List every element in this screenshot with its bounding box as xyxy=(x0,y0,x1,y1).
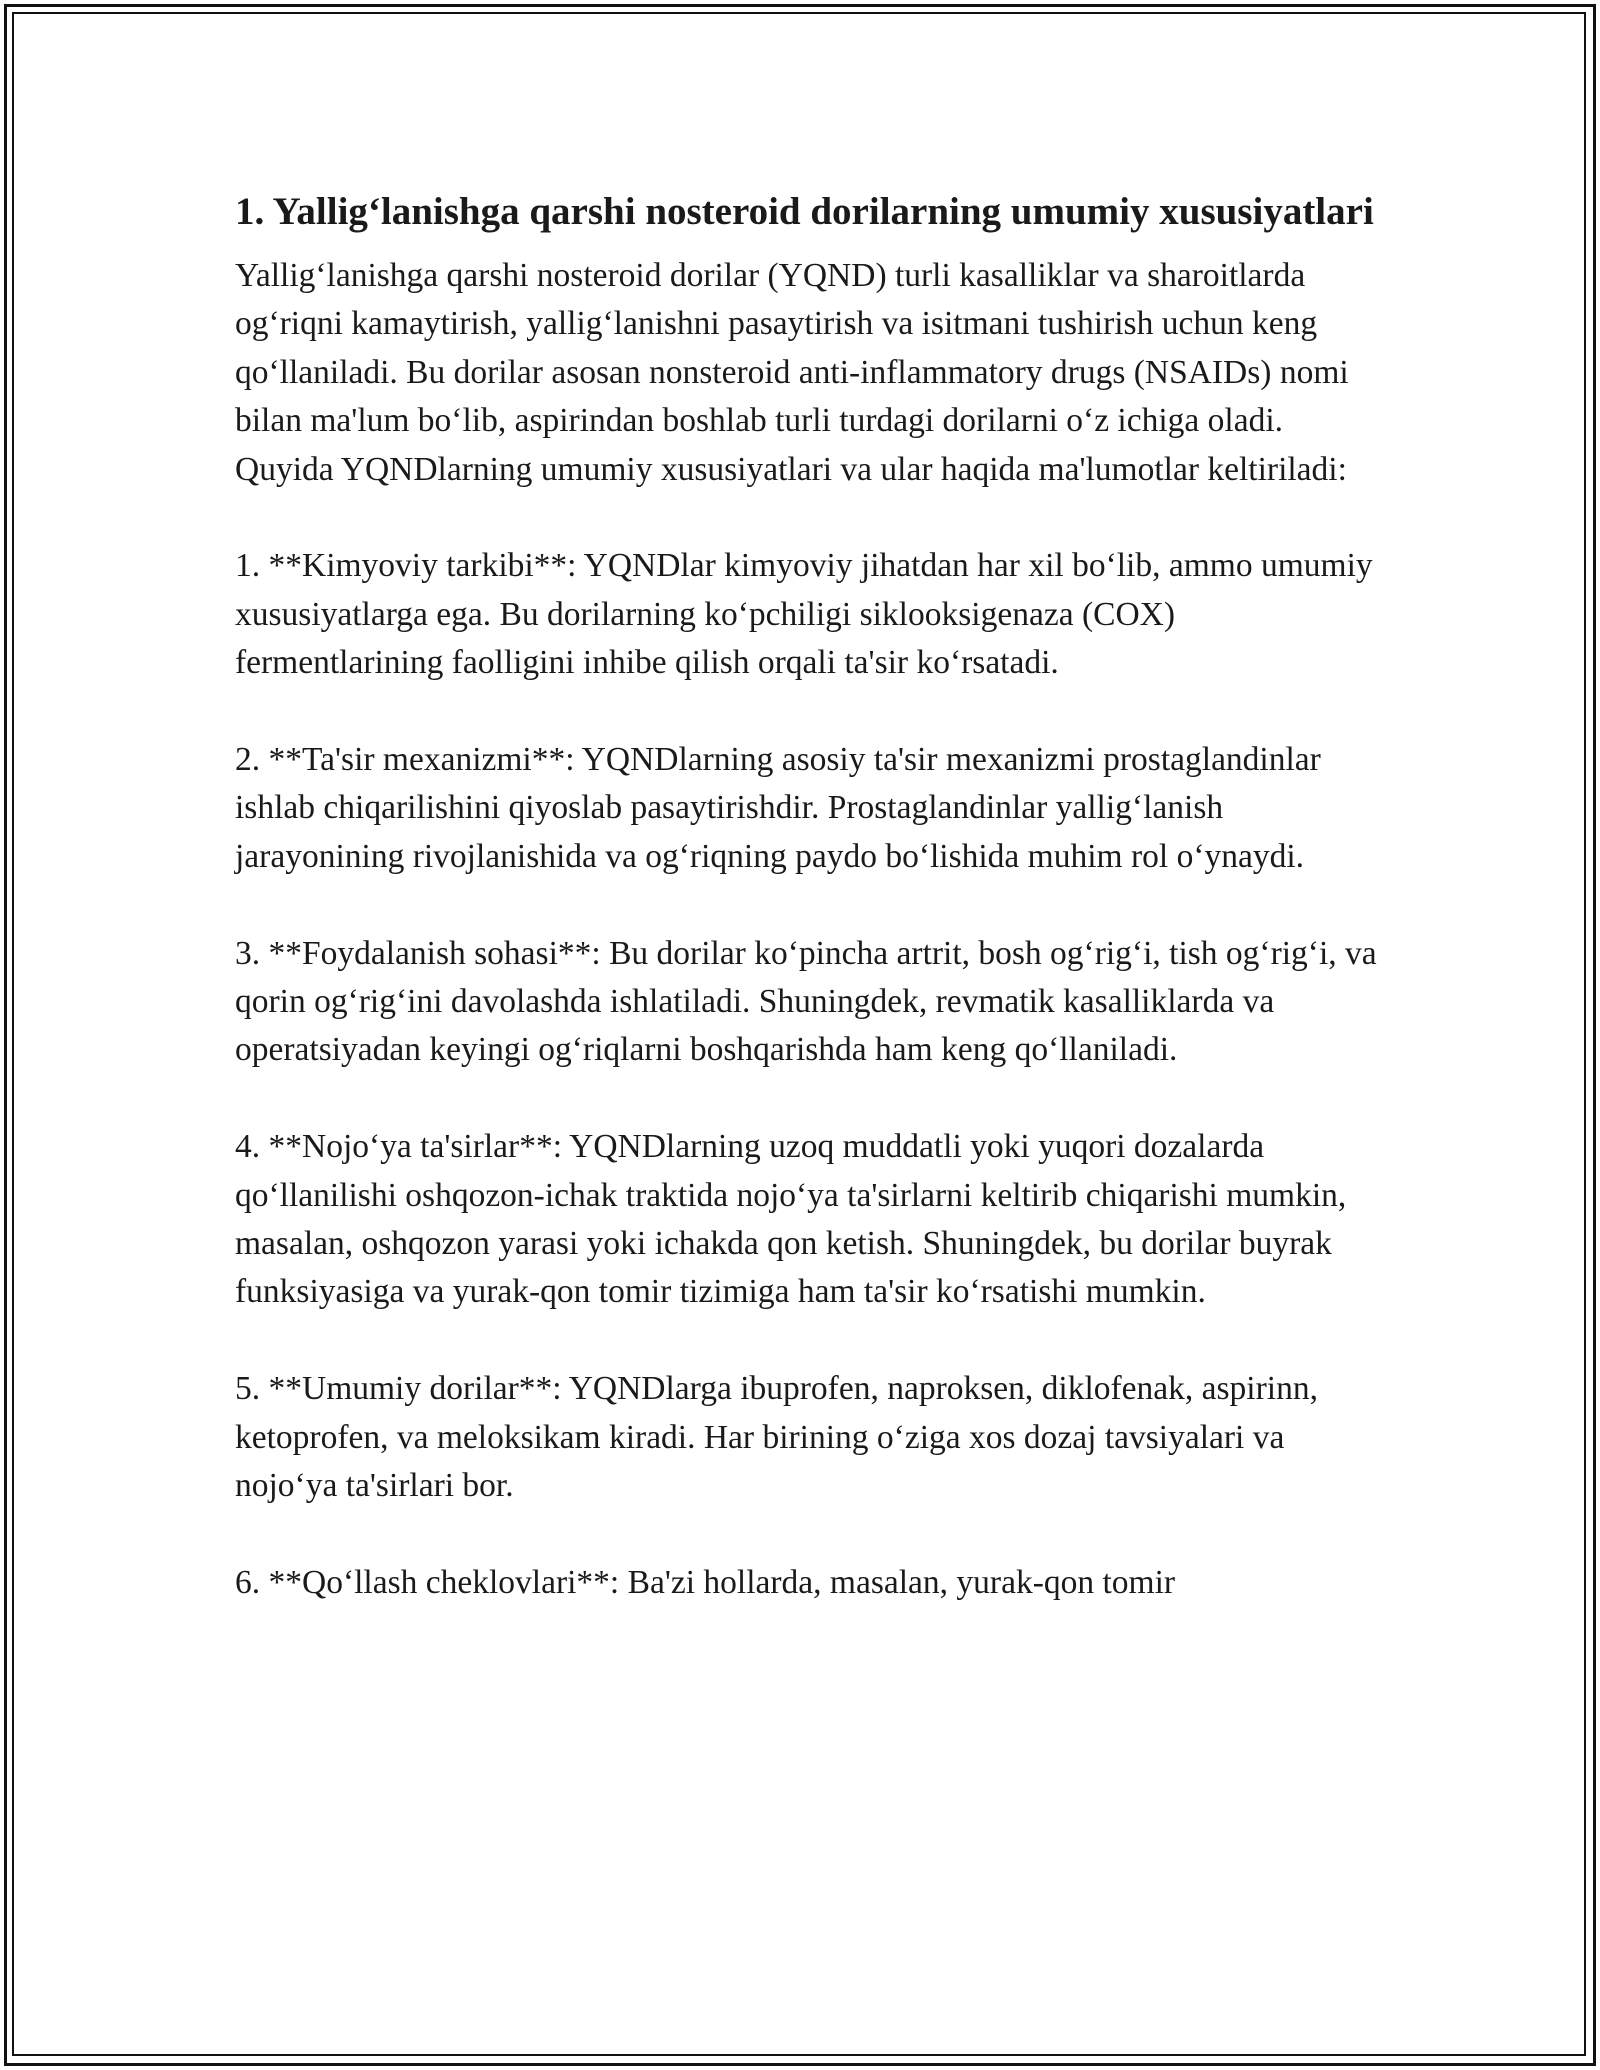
list-item-mechanism-of-action: 2. **Ta'sir mexanizmi**: YQNDlarning asosiy ta'sir mexanizmi prostaglandinlar ishlab chiqarilishini qiyoslab pasaytirishdir. Prostaglandinlar yallig‘lanish jarayonining rivojlanishida va og‘riqning paydo bo‘lishida muhim rol o‘ynaydi. xyxy=(235,741,1321,875)
list-item-side-effects: 4. **Nojo‘ya ta'sirlar**: YQNDlarning uzoq muddatli yoki yuqori dozalarda qo‘llanilishi oshqozon-ichak traktida nojo‘ya ta'sirlarni keltirib chiqarishi mumkin, masalan, oshqozon yarasi yoki ichakda qon ketish. Shuningdek, bu dorilar buyrak funksiyasiga va yurak-qon tomir tizimiga ham ta'sir ko‘rsatishi mumkin. xyxy=(235,1128,1347,1311)
intro-paragraph: Yallig‘lanishga qarshi nosteroid dorilar (YQND) turli kasalliklar va sharoitlarda og‘riqni kamaytirish, yallig‘lanishni pasaytirish va isitmani tushirish uchun keng qo‘llaniladi. Bu dorilar asosan nonsteroid anti-inflammatory drugs (NSAIDs) nomi bilan ma'lum bo‘lib, aspirindan boshlab turli turdagi dorilarni o‘z ichiga oladi. Quyida YQNDlarning umumiy xususiyatlari va ular haqida ma'lumotlar keltiriladi: xyxy=(235,257,1349,488)
list-item-chemical-composition: 1. **Kimyoviy tarkibi**: YQNDlar kimyoviy jihatdan har xil bo‘lib, ammo umumiy xususiyatlarga ega. Bu dorilarning ko‘pchiligi siklooksigenaza (COX) fermentlarining faolligini inhibe qilish orqali ta'sir ko‘rsatadi. xyxy=(235,547,1373,682)
section-title: 1. Yallig‘lanishga qarshi nosteroid dorilarning umumiy xususiyatlari xyxy=(235,190,1374,233)
document-body xyxy=(235,183,1385,1607)
list-item-common-drugs: 5. **Umumiy dorilar**: YQNDlarga ibuprofen, naproksen, diklofenak, aspirinn, ketoprofen, va meloksikam kiradi. Har birining o‘ziga xos dozaj tavsiyalari va nojo‘ya ta'sirlari bor. xyxy=(235,1370,1318,1505)
list-item-usage-restrictions: 6. **Qo‘llash cheklovlari**: Ba'zi hollarda, masalan, yurak-qon tomir xyxy=(235,1563,1176,1601)
list-item-areas-of-use: 3. **Foydalanish sohasi**: Bu dorilar ko‘pincha artrit, bosh og‘rig‘i, tish og‘rig‘i, va qorin og‘rig‘ini davolashda ishlatiladi. Shuningdek, revmatik kasalliklarda va operatsiyadan keyingi og‘riqlarni boshqarishda ham keng qo‘llaniladi. xyxy=(235,934,1377,1069)
